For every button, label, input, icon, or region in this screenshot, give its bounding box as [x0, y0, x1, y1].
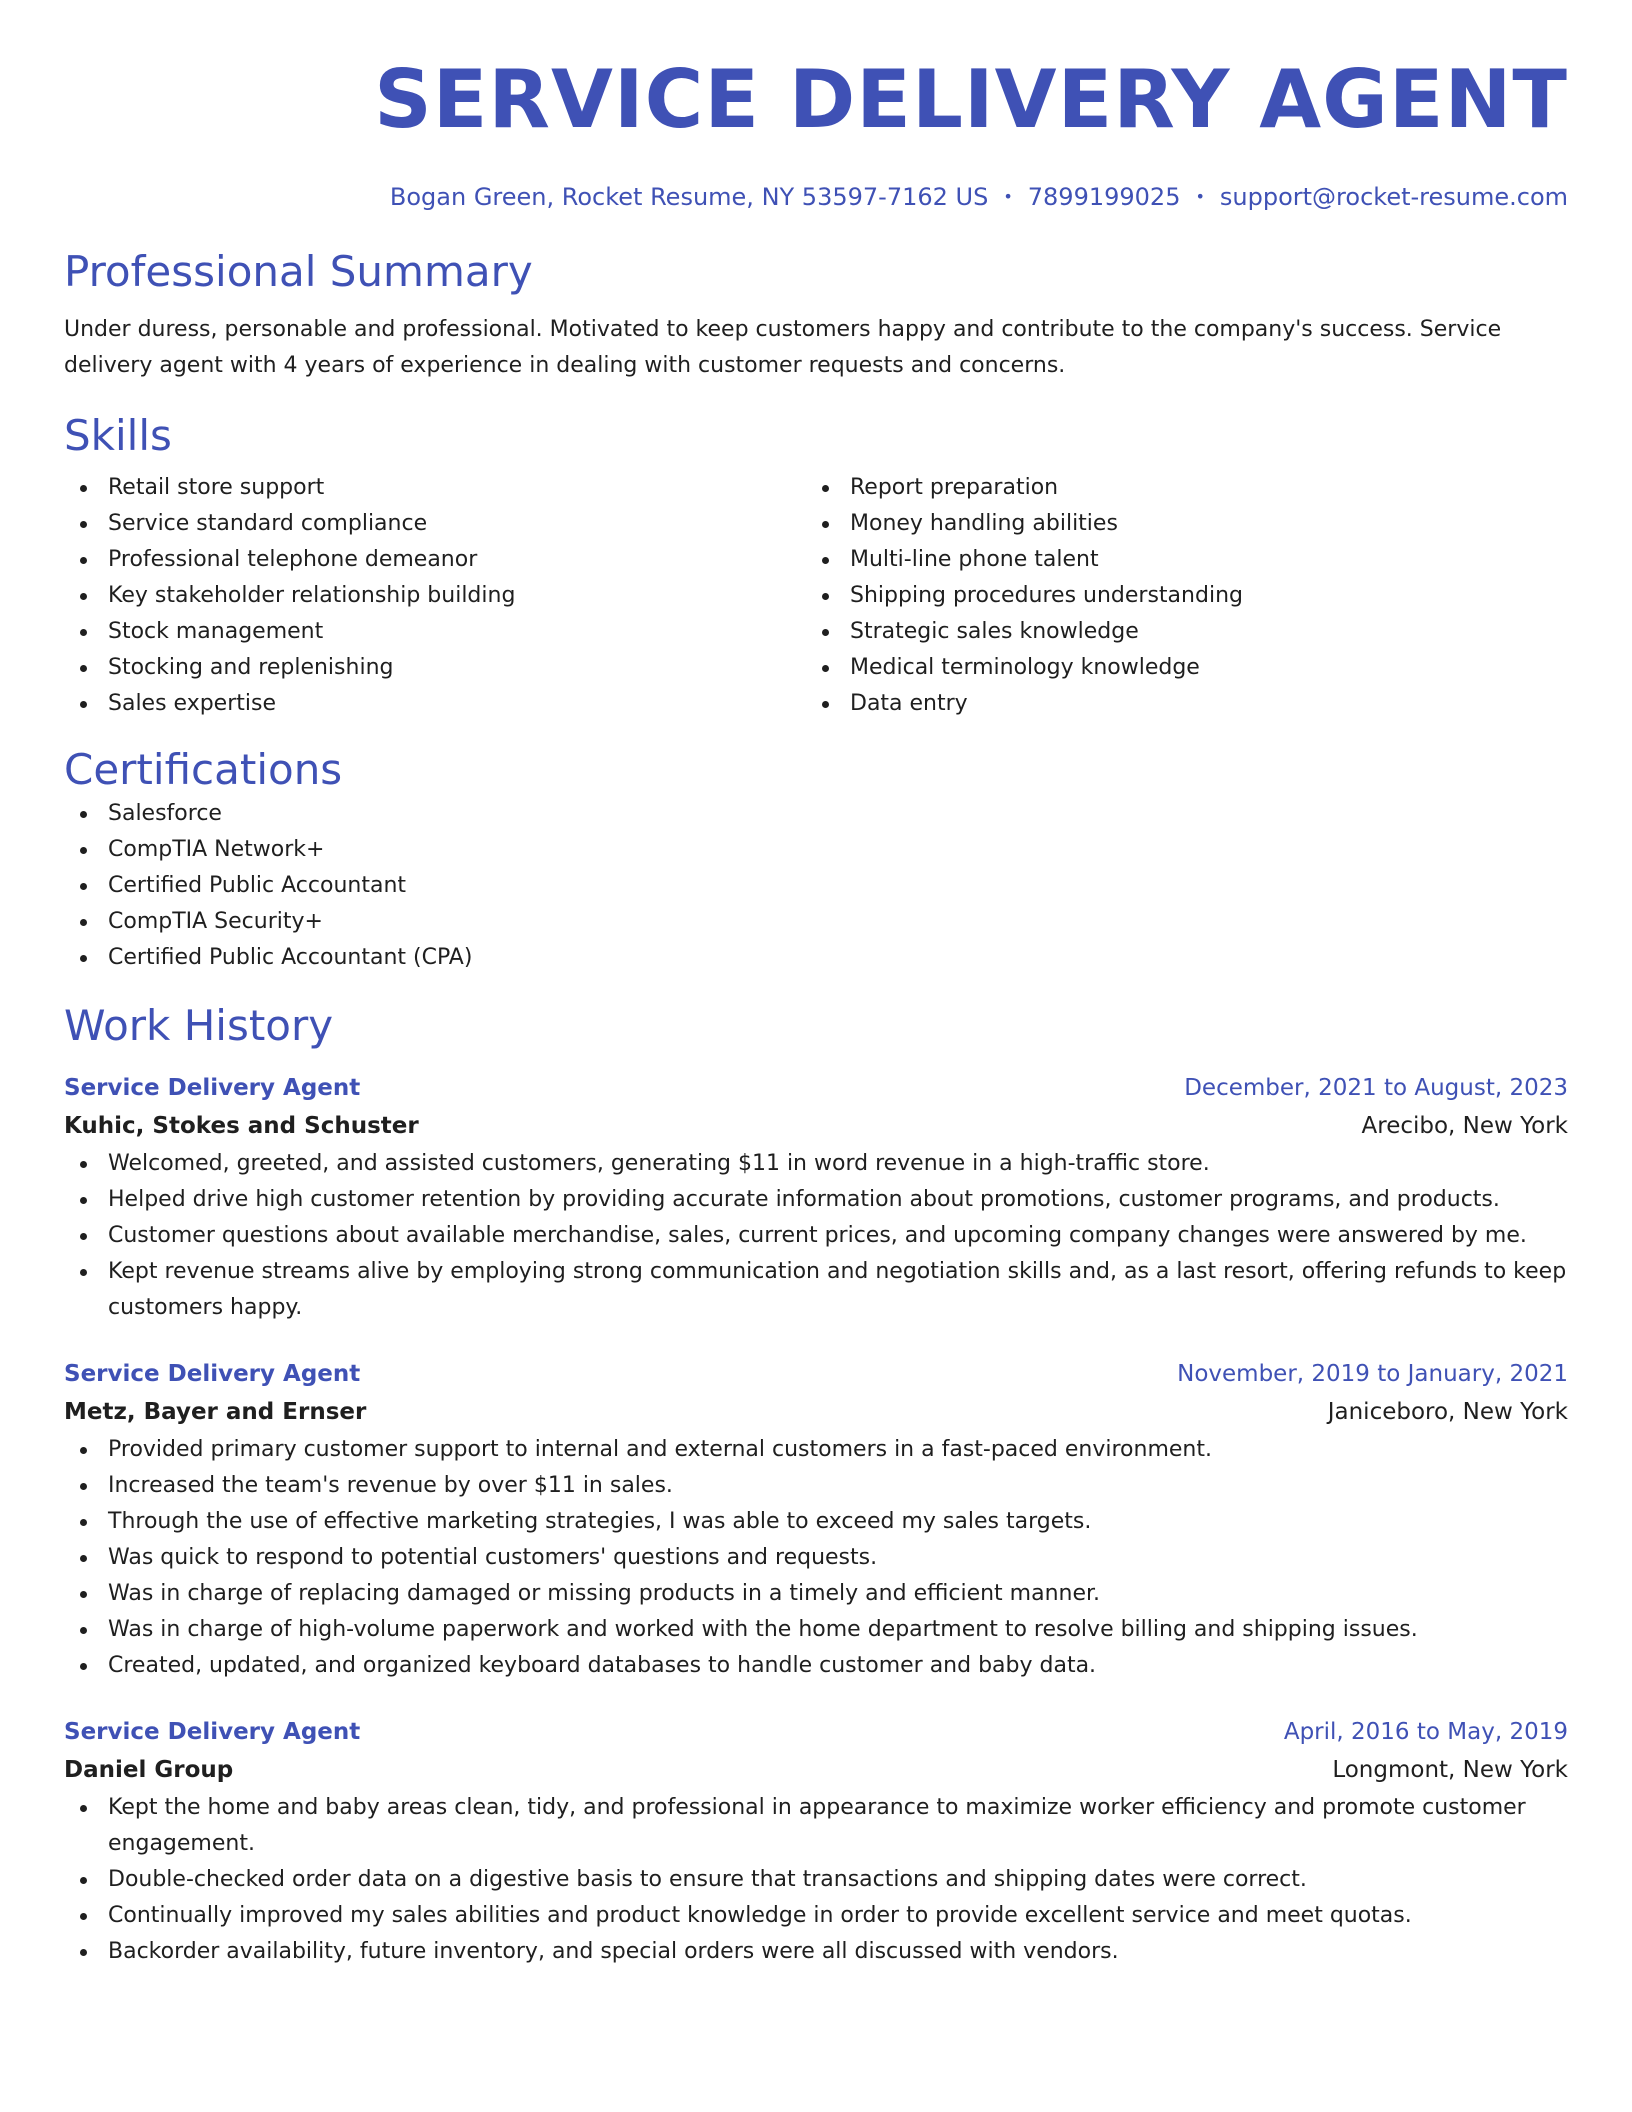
skills-grid — [64, 470, 1568, 722]
certification-item: CompTIA Security+ — [64, 904, 1568, 940]
skill-item: Money handling abilities — [806, 506, 1548, 542]
contact-phone: 7899199025 — [1027, 183, 1181, 211]
job-bullet-list — [64, 1432, 1568, 1684]
job-company-row — [64, 1750, 1568, 1790]
job-header-row — [64, 1070, 1568, 1106]
job-bullet: Welcomed, greeted, and assisted customers, generating $11 in word revenue in a high-traffic store. — [64, 1146, 1568, 1182]
job-bullet: Increased the team's revenue by over $11 in sales. — [64, 1468, 1568, 1504]
skills-list-right — [806, 470, 1548, 722]
skill-item: Report preparation — [806, 470, 1548, 506]
job-bullet: Helped drive high customer retention by providing accurate information about promotions, customer programs, and products. — [64, 1182, 1568, 1218]
skill-item: Service standard compliance — [64, 506, 806, 542]
section-title-summary: Professional Summary — [64, 247, 533, 296]
summary-text: Under duress, personable and professional. Motivated to keep customers happy and contribute to the company's success. Service delivery agent with 4 years of experience in dealing with customer requests and concerns. — [64, 317, 1502, 378]
job-title: Service Delivery Agent — [64, 1361, 361, 1387]
job-entry — [64, 1356, 1568, 1684]
job-company: Kuhic, Stokes and Schuster — [64, 1113, 419, 1139]
job-location: Longmont, New York — [1332, 1757, 1568, 1783]
skills-column-left — [64, 470, 806, 722]
job-entry — [64, 1070, 1568, 1326]
job-bullet: Customer questions about available merchandise, sales, current prices, and upcoming company changes were answered by me. — [64, 1218, 1568, 1254]
contact-line — [64, 182, 1568, 212]
job-bullet-list — [64, 1790, 1568, 1970]
certifications-list — [64, 796, 1568, 976]
skill-item: Stocking and replenishing — [64, 650, 806, 686]
summary-section — [64, 246, 1568, 384]
job-dates: November, 2019 to January, 2021 — [1177, 1361, 1568, 1387]
certification-item: Salesforce — [64, 796, 1568, 832]
work-history-section — [64, 1000, 1568, 1970]
job-bullet: Continually improved my sales abilities and product knowledge in order to provide excellent service and meet quotas. — [64, 1898, 1568, 1934]
job-title: Service Delivery Agent — [64, 1719, 361, 1745]
job-company: Metz, Bayer and Ernser — [64, 1399, 367, 1425]
job-bullet: Was in charge of replacing damaged or missing products in a timely and efficient manner. — [64, 1576, 1568, 1612]
job-bullet: Kept the home and baby areas clean, tidy, and professional in appearance to maximize worker efficiency and promote customer engagement. — [64, 1790, 1568, 1862]
job-bullet: Kept revenue streams alive by employing strong communication and negotiation skills and, as a last resort, offering refunds to keep customers happy. — [64, 1254, 1568, 1326]
skill-item: Stock management — [64, 614, 806, 650]
certification-item: Certified Public Accountant (CPA) — [64, 940, 1568, 976]
skill-item: Professional telephone demeanor — [64, 542, 806, 578]
job-bullet: Provided primary customer support to internal and external customers in a fast-paced environment. — [64, 1432, 1568, 1468]
resume-title: SERVICE DELIVERY AGENT — [374, 53, 1568, 146]
job-dates: April, 2016 to May, 2019 — [1283, 1719, 1568, 1745]
job-bullet: Double-checked order data on a digestive basis to ensure that transactions and shipping dates were correct. — [64, 1862, 1568, 1898]
job-bullet: Through the use of effective marketing strategies, I was able to exceed my sales targets. — [64, 1504, 1568, 1540]
skill-item: Retail store support — [64, 470, 806, 506]
job-company: Daniel Group — [64, 1757, 234, 1783]
job-company-row — [64, 1392, 1568, 1432]
certification-item: Certified Public Accountant — [64, 868, 1568, 904]
contact-email: support@rocket-resume.com — [1219, 183, 1568, 211]
skill-item: Data entry — [806, 686, 1548, 722]
job-bullet: Was quick to respond to potential customers' questions and requests. — [64, 1540, 1568, 1576]
job-bullet-list — [64, 1146, 1568, 1326]
skill-item: Sales expertise — [64, 686, 806, 722]
contact-separator: • — [1195, 187, 1205, 206]
contact-separator: • — [1003, 187, 1013, 206]
section-title-certifications: Certifications — [64, 745, 343, 794]
contact-address: Bogan Green, Rocket Resume, NY 53597-7162 US — [389, 183, 989, 211]
job-location: Janiceboro, New York — [1327, 1399, 1568, 1425]
skills-column-right — [806, 470, 1548, 722]
skill-item: Key stakeholder relationship building — [64, 578, 806, 614]
section-title-work-history: Work History — [64, 1001, 334, 1050]
skills-section — [64, 410, 1568, 722]
job-header-row — [64, 1356, 1568, 1392]
section-title-skills: Skills — [64, 411, 172, 460]
job-bullet: Created, updated, and organized keyboard databases to handle customer and baby data. — [64, 1648, 1568, 1684]
skills-list-left — [64, 470, 806, 722]
job-entry — [64, 1714, 1568, 1970]
job-title: Service Delivery Agent — [64, 1075, 361, 1101]
certifications-section — [64, 744, 1568, 976]
skill-item: Medical terminology knowledge — [806, 650, 1548, 686]
job-header-row — [64, 1714, 1568, 1750]
job-bullet: Was in charge of high-volume paperwork and worked with the home department to resolve billing and shipping issues. — [64, 1612, 1568, 1648]
job-dates: December, 2021 to August, 2023 — [1184, 1075, 1568, 1101]
job-company-row — [64, 1106, 1568, 1146]
resume-header — [64, 0, 1568, 212]
certification-item: CompTIA Network+ — [64, 832, 1568, 868]
skill-item: Strategic sales knowledge — [806, 614, 1548, 650]
skill-item: Shipping procedures understanding — [806, 578, 1548, 614]
job-location: Arecibo, New York — [1361, 1113, 1568, 1139]
skill-item: Multi-line phone talent — [806, 542, 1548, 578]
job-bullet: Backorder availability, future inventory, and special orders were all discussed with vendors. — [64, 1934, 1568, 1970]
